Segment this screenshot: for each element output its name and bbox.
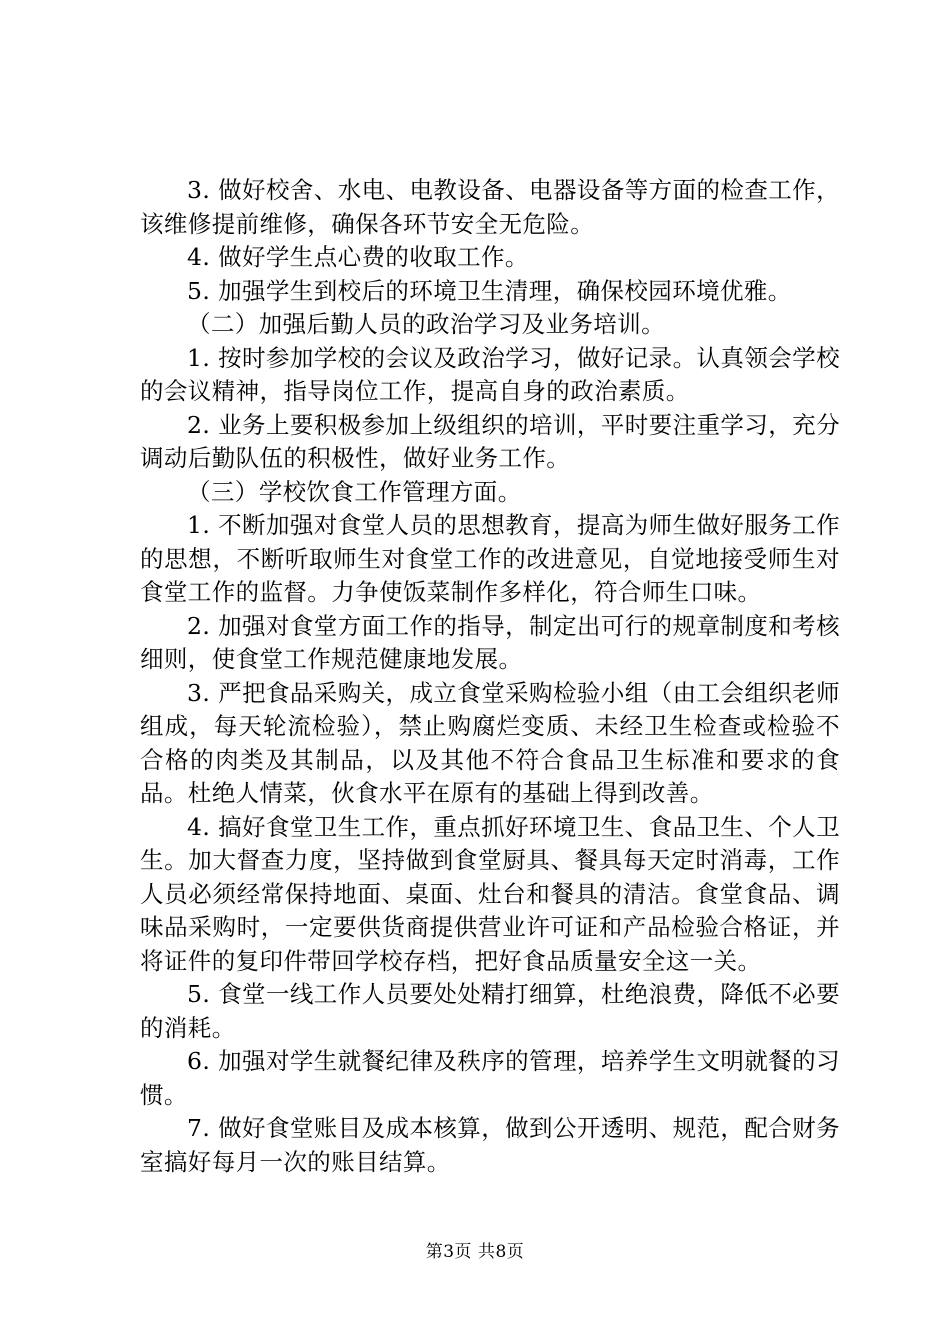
page-number-footer: 第3页 共8页 [425,1242,525,1262]
paragraph-business-training: 2. 业务上要积极参加上级组织的培训，平时要注重学习，充分调动后勤队伍的积极性，做好业务工作。 [140,410,840,472]
document-body [140,174,840,1179]
section-heading-catering: （三）学校饮食工作管理方面。 [187,477,522,506]
paragraph-dining-order: 6. 加强对学生就餐纪律及秩序的管理，培养学生文明就餐的习惯。 [140,1047,840,1109]
paragraph-cleaning: 5. 加强学生到校后的环境卫生清理，确保校园环境优雅。 [187,276,792,305]
paragraph-snack-fee: 4. 做好学生点心费的收取工作。 [187,243,529,271]
paragraph-economy: 5. 食堂一线工作人员要处处精打细算，杜绝浪费，降低不必要的消耗。 [140,980,840,1042]
paragraph-guidance: 2. 加强对食堂方面工作的指导，制定出可行的规章制度和考核细则，使食堂工作规范健康地发展。 [140,611,840,673]
paragraph-hygiene: 4. 搞好食堂卫生工作，重点抓好环境卫生、食品卫生、个人卫生。加大督查力度，坚持做到食堂厨具、餐具每天定时消毒，工作人员必须经常保持地面、桌面、灶台和餐具的清洁。食堂食品、调味品采购时，一定要供货商提供营业许可证和产品检验合格证，并将证件的复印件带回学校存档，把好食品质量安全这一关。 [140,812,840,975]
paragraph-staff-education: 1. 不断加强对食堂人员的思想教育，提高为师生做好服务工作的思想，不断听取师生对食堂工作的改进意见，自觉地接受师生对食堂工作的监督。力争使饭菜制作多样化，符合师生口味。 [140,511,840,606]
paragraph-repair-check: 3. 做好校舍、水电、电教设备、电器设备等方面的检查工作，该维修提前维修，确保各环节安全无危险。 [140,176,840,238]
section-heading-training: （二）加强后勤人员的政治学习及业务培训。 [187,310,665,338]
paragraph-procurement: 3. 严把食品采购关，成立食堂采购检验小组（由工会组织老师组成，每天轮流检验），禁止购腐烂变质、未经卫生检查或检验不合格的肉类及其制品，以及其他不符合食品卫生标准和要求的食品。杜绝人情菜，伙食水平在原有的基础上得到改善。 [140,678,840,807]
paragraph-accounts: 7. 做好食堂账目及成本核算，做到公开透明、规范，配合财务室搞好每月一次的账目结算。 [140,1114,840,1176]
paragraph-meetings: 1. 按时参加学校的会议及政治学习，做好记录。认真领会学校的会议精神，指导岗位工作，提高自身的政治素质。 [140,343,840,405]
